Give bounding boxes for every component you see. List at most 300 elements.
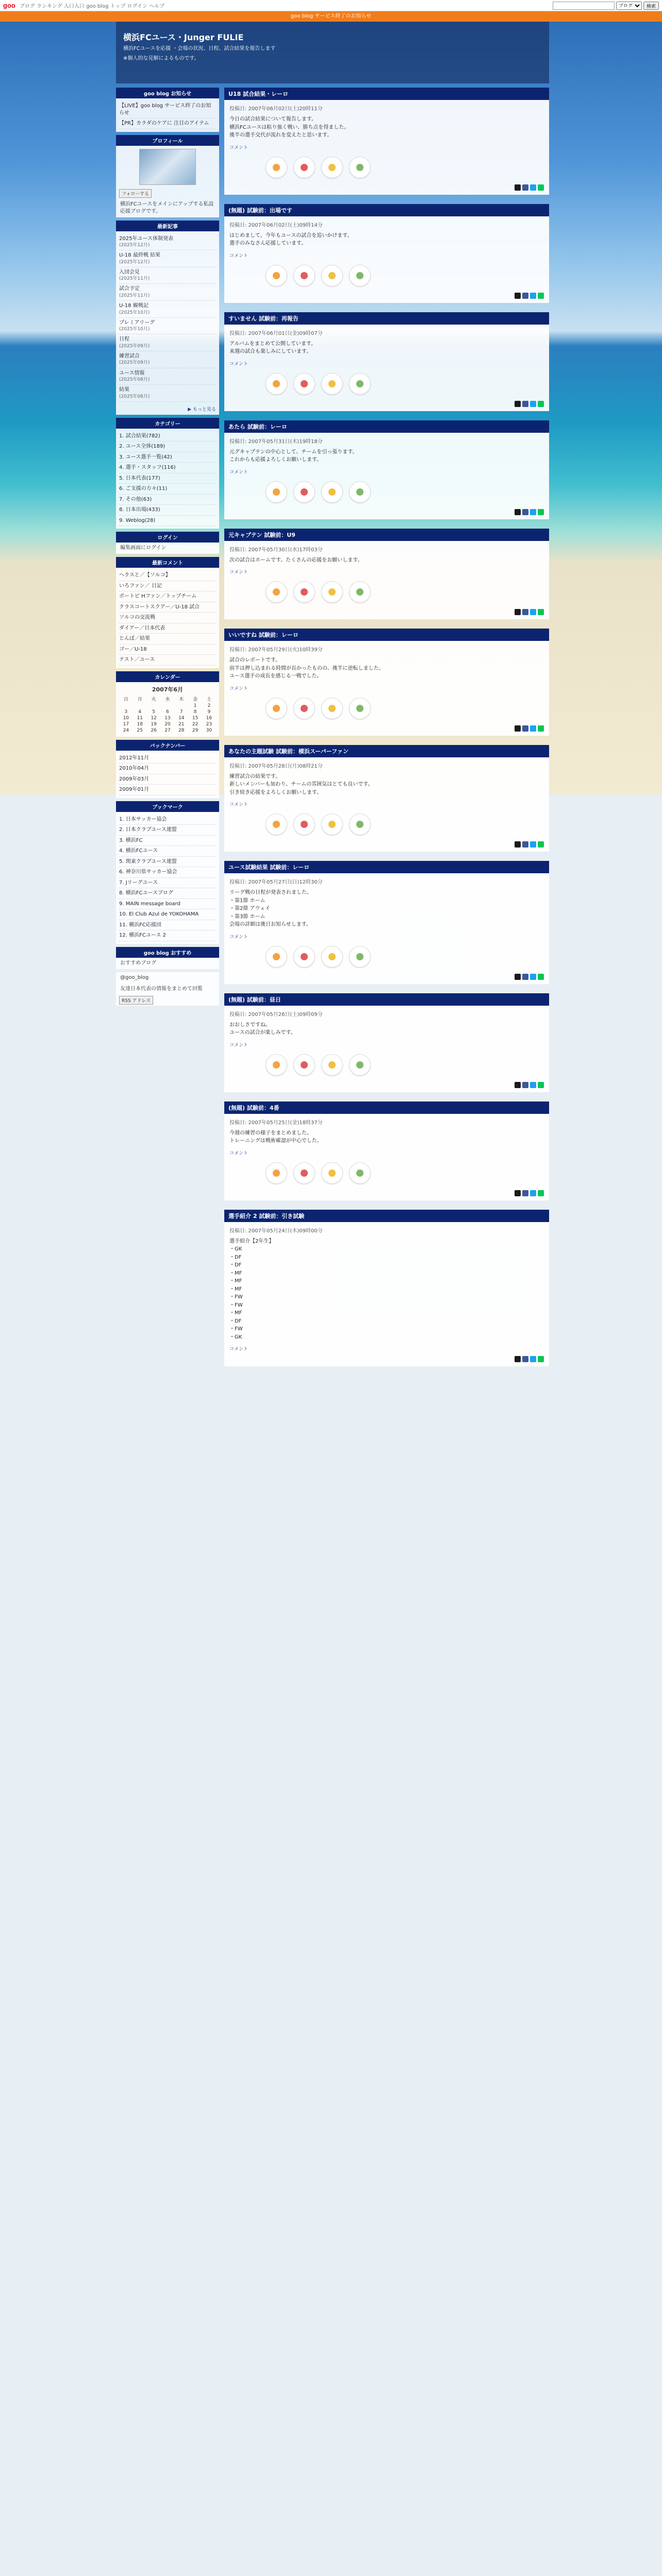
twitter-share-icon[interactable] xyxy=(530,609,536,615)
comment-item[interactable] xyxy=(119,581,216,592)
calendar-day[interactable]: 22 xyxy=(192,721,198,727)
share-row xyxy=(224,1080,549,1092)
recent-more-link[interactable]: ▶ もっと見る xyxy=(188,406,216,412)
twitter-share-icon[interactable] xyxy=(530,1082,536,1088)
recent-entry[interactable] xyxy=(119,385,216,402)
reaction-button[interactable] xyxy=(321,581,343,603)
bookmark-item-label: 4. 横浜FCユース xyxy=(119,848,158,854)
reaction-button[interactable] xyxy=(321,157,343,178)
reaction-button[interactable] xyxy=(349,481,371,503)
bookmark-item[interactable] xyxy=(119,857,216,868)
reaction-button[interactable] xyxy=(266,581,287,603)
category-item-label: 2. ユース全体(189) xyxy=(119,444,166,450)
reaction-face-icon xyxy=(301,588,308,596)
reaction-row xyxy=(224,1158,549,1188)
reaction-button[interactable] xyxy=(321,1054,343,1076)
comment-item[interactable] xyxy=(119,602,216,613)
reaction-button[interactable] xyxy=(293,265,315,286)
twitter-share-icon[interactable] xyxy=(530,509,536,515)
reaction-button[interactable] xyxy=(321,814,343,835)
reaction-row xyxy=(224,261,549,291)
calendar-day xyxy=(147,703,161,709)
reaction-button[interactable] xyxy=(266,814,287,835)
search-button[interactable]: 検索 xyxy=(643,2,659,10)
facebook-share-icon[interactable] xyxy=(522,1356,528,1362)
reaction-button[interactable] xyxy=(321,946,343,968)
entry-comment-link[interactable]: コメント xyxy=(229,361,249,367)
calendar-weekday: 日 xyxy=(123,697,128,702)
entry-meta: 投稿日: 2007年05月30日(水)17時03分 xyxy=(229,547,323,553)
x-share-icon[interactable] xyxy=(515,725,521,732)
reaction-row xyxy=(224,152,549,182)
line-share-icon[interactable] xyxy=(538,293,544,299)
reaction-face-icon xyxy=(273,821,280,828)
x-share-icon[interactable] xyxy=(515,974,521,980)
line-share-icon[interactable] xyxy=(538,841,544,848)
calendar-day[interactable]: 5 xyxy=(152,709,155,715)
category-item-label: 6. ご支援の方々(11) xyxy=(119,486,168,492)
category-item[interactable] xyxy=(119,505,216,516)
entry-body: リーグ戦の日程が発表されました。 ・第1節 ホーム ・第2節 アウェイ ・第3節 ホーム 会場の詳細は後日お知らせします。 xyxy=(229,890,312,927)
reaction-button[interactable] xyxy=(321,265,343,286)
entry-comment-link[interactable]: コメント xyxy=(229,253,249,259)
bookmark-item[interactable] xyxy=(119,909,216,920)
calendar-day[interactable]: 7 xyxy=(179,709,183,715)
twitter-share-icon[interactable] xyxy=(530,974,536,980)
calendar-day[interactable]: 30 xyxy=(206,727,212,733)
entry-comment-link[interactable]: コメント xyxy=(229,1150,249,1156)
recent-entry-label: U-18 観戦記 xyxy=(119,303,148,309)
backnumber-item-label: 2009年03月 xyxy=(119,776,150,782)
reaction-button[interactable] xyxy=(266,1162,287,1184)
reaction-face-icon xyxy=(328,164,336,171)
twitter-share-icon[interactable] xyxy=(530,401,536,407)
bookmark-item-label: 9. MAIN message board xyxy=(119,901,180,907)
calendar-day[interactable]: 18 xyxy=(137,721,143,727)
reaction-face-icon xyxy=(301,1170,308,1177)
reaction-row xyxy=(224,477,549,507)
bookmark-box xyxy=(116,801,219,944)
reaction-button[interactable] xyxy=(349,1162,371,1184)
comment-item[interactable] xyxy=(119,655,216,666)
category-item[interactable] xyxy=(119,495,216,505)
comment-item[interactable] xyxy=(119,623,216,634)
entry-body: はじめまして。今年もユースの試合を追いかけます。 選手のみなさん応援しています。 xyxy=(229,232,353,246)
comment-item[interactable] xyxy=(119,645,216,655)
twitter-share-icon[interactable] xyxy=(530,1356,536,1362)
reaction-button[interactable] xyxy=(321,373,343,395)
comment-item-label: ヘラスと／【ソルコ】 xyxy=(119,572,171,579)
profile-image xyxy=(139,149,196,185)
entry-body: 練習試合の結果です。 新しいメンバーも加わり、チームの雰囲気はとても良いです。 引き続き応援をよろしくお願いします。 xyxy=(229,773,373,795)
reaction-button[interactable] xyxy=(349,814,371,835)
bookmark-item[interactable] xyxy=(119,815,216,825)
reaction-button[interactable] xyxy=(293,157,315,178)
blog-entry xyxy=(224,312,549,411)
reaction-button[interactable] xyxy=(266,698,287,719)
recommend-box xyxy=(116,947,219,969)
blog-entry xyxy=(224,420,549,519)
news-item[interactable] xyxy=(119,101,216,118)
entry-title[interactable]: ユース試験結果 試験前：レーロ xyxy=(224,861,549,873)
calendar-day[interactable]: 2 xyxy=(207,703,211,708)
reaction-button[interactable] xyxy=(293,698,315,719)
reaction-button[interactable] xyxy=(293,814,315,835)
reaction-face-icon xyxy=(301,380,308,387)
x-share-icon[interactable] xyxy=(515,509,521,515)
blog-entry xyxy=(224,629,549,736)
comment-item[interactable] xyxy=(119,613,216,623)
bookmark-item[interactable] xyxy=(119,878,216,889)
recent-heading: 最新記事 xyxy=(116,221,219,231)
entry-comment-link[interactable]: コメント xyxy=(229,802,249,807)
facebook-share-icon[interactable] xyxy=(522,401,528,407)
reaction-face-icon xyxy=(301,488,308,496)
entry-body: アルバムをまとめて公開しています。 来週の試合も楽しみにしています。 xyxy=(229,341,317,354)
bookmark-item-label: 2. 日本クラブユース連盟 xyxy=(119,827,177,833)
calendar-day[interactable]: 29 xyxy=(192,727,198,733)
rss-button[interactable]: RSS アドレス xyxy=(119,996,153,1005)
entry-meta: 投稿日: 2007年06月02日(土)20時11分 xyxy=(229,106,323,112)
reaction-face-icon xyxy=(356,821,363,828)
backnumber-item[interactable] xyxy=(119,785,216,795)
reaction-button[interactable] xyxy=(349,946,371,968)
entry-title[interactable]: (無題) 試験前：4番 xyxy=(224,1101,549,1114)
bookmark-item[interactable] xyxy=(119,867,216,878)
share-row xyxy=(224,1188,549,1200)
calendar-month: 2007年6月 xyxy=(152,686,184,693)
calendar-weekday: 火 xyxy=(151,697,156,702)
reaction-button[interactable] xyxy=(266,481,287,503)
reaction-face-icon xyxy=(328,705,336,712)
facebook-share-icon[interactable] xyxy=(522,184,528,191)
calendar-day[interactable]: 6 xyxy=(166,709,169,715)
reaction-button[interactable] xyxy=(321,481,343,503)
bookmark-item[interactable] xyxy=(119,899,216,910)
reaction-button[interactable] xyxy=(293,1054,315,1076)
x-share-icon[interactable] xyxy=(515,609,521,615)
facebook-share-icon[interactable] xyxy=(522,509,528,515)
backnumber-item[interactable] xyxy=(119,764,216,774)
sidebar xyxy=(116,88,219,1376)
service-notice[interactable]: goo blog サービス終了のお知らせ xyxy=(0,11,662,22)
calendar-weekday: 土 xyxy=(207,697,212,702)
backnumber-heading: バックナンバー xyxy=(116,740,219,751)
bookmark-item-label: 10. El Club Azul de YOKOHAMA xyxy=(119,911,199,918)
facebook-share-icon[interactable] xyxy=(522,1082,528,1088)
bookmark-item[interactable] xyxy=(119,888,216,899)
recent-entry[interactable] xyxy=(119,368,216,385)
calendar-day xyxy=(119,703,133,709)
facebook-share-icon[interactable] xyxy=(522,293,528,299)
calendar-day[interactable]: 26 xyxy=(151,727,157,733)
reaction-row xyxy=(224,1050,549,1080)
calendar-day[interactable]: 8 xyxy=(193,709,197,715)
recent-entry-label: U-18 最終戦 結果 xyxy=(119,252,161,259)
recent-entry[interactable] xyxy=(119,334,216,351)
bookmark-item-label: 11. 横浜FC応援団 xyxy=(119,922,161,928)
entry-title[interactable]: (無題) 試験前：昼日 xyxy=(224,993,549,1006)
category-box xyxy=(116,418,219,529)
line-share-icon[interactable] xyxy=(538,1356,544,1362)
entry-title[interactable]: (無題) 試験前：出場です xyxy=(224,204,549,216)
reaction-face-icon xyxy=(273,488,280,496)
blog-header xyxy=(116,22,549,83)
entry-comment-link[interactable]: コメント xyxy=(229,145,249,150)
bookmark-item[interactable] xyxy=(119,930,216,941)
recent-entry-label: ユース情報 xyxy=(119,370,145,376)
entry-comment-link[interactable]: コメント xyxy=(229,570,249,575)
calendar-day[interactable]: 27 xyxy=(164,727,171,733)
reaction-button[interactable] xyxy=(266,1054,287,1076)
share-row xyxy=(224,839,549,852)
entry-title[interactable]: あたら 試験前：レーロ xyxy=(224,420,549,433)
facebook-share-icon[interactable] xyxy=(522,974,528,980)
category-item[interactable] xyxy=(119,452,216,463)
calendar-day[interactable]: 14 xyxy=(178,715,185,721)
category-item[interactable] xyxy=(119,463,216,473)
reaction-button[interactable] xyxy=(321,1162,343,1184)
recent-entry[interactable] xyxy=(119,351,216,368)
reaction-button[interactable] xyxy=(293,373,315,395)
comment-item-label: ダイアー／日本代表 xyxy=(119,625,166,631)
entry-meta: 投稿日: 2007年05月25日(金)18時37分 xyxy=(229,1120,323,1126)
social-text: 友達日本代表の情報をまとめて回覧 xyxy=(120,986,203,992)
entry-comment-link[interactable]: コメント xyxy=(229,686,249,691)
recent-entry-date: (2025年08月) xyxy=(119,377,150,383)
calendar-day[interactable]: 9 xyxy=(207,709,211,715)
comment-item[interactable] xyxy=(119,570,216,581)
reaction-face-icon xyxy=(301,164,308,171)
blog-entry xyxy=(224,1210,549,1367)
facebook-share-icon[interactable] xyxy=(522,841,528,848)
reaction-button[interactable] xyxy=(349,265,371,286)
profile-text: 横浜FCユースをメインにアップする私設応援ブログです。 xyxy=(120,201,214,214)
reaction-button[interactable] xyxy=(293,581,315,603)
reaction-button[interactable] xyxy=(321,698,343,719)
blog-title[interactable]: 横浜FCユース・Junger FULIE xyxy=(123,32,244,42)
recent-entry[interactable] xyxy=(119,318,216,335)
recent-entry-date: (2025年10月) xyxy=(119,310,150,315)
backnumber-item[interactable] xyxy=(119,774,216,785)
twitter-share-icon[interactable] xyxy=(530,184,536,191)
comment-item[interactable] xyxy=(119,591,216,602)
reaction-face-icon xyxy=(356,953,363,960)
top-search xyxy=(553,2,659,10)
recent-entry-date: (2025年12月) xyxy=(119,243,150,248)
share-row xyxy=(224,507,549,519)
bookmark-item-label: 8. 横浜FCユースブログ xyxy=(119,890,173,896)
reaction-face-icon xyxy=(273,1170,280,1177)
calendar-day[interactable]: 13 xyxy=(164,715,171,721)
category-item[interactable] xyxy=(119,473,216,484)
reaction-button[interactable] xyxy=(349,698,371,719)
recent-entry-label: 入団会見 xyxy=(119,269,140,275)
search-scope-select[interactable] xyxy=(616,2,642,10)
recent-entry[interactable] xyxy=(119,301,216,318)
entry-comment-link[interactable]: コメント xyxy=(229,469,249,475)
reaction-face-icon xyxy=(301,1061,308,1069)
comment-item-label: ポートピ Hファン／トップチーム xyxy=(119,594,197,600)
line-share-icon[interactable] xyxy=(538,1190,544,1196)
recommend-link[interactable]: おすすめブログ xyxy=(120,960,157,966)
bookmark-item[interactable] xyxy=(119,836,216,846)
reaction-face-icon xyxy=(328,272,336,279)
reaction-face-icon xyxy=(356,705,363,712)
backnumber-box xyxy=(116,740,219,798)
news-item[interactable] xyxy=(119,118,216,129)
reaction-button[interactable] xyxy=(293,481,315,503)
category-item-label: 8. 日本出場(433) xyxy=(119,507,160,513)
entry-meta: 投稿日: 2007年06月01日(金)09時07分 xyxy=(229,330,323,336)
entry-body: 試合のレポートです。 前半は押し込まれる時間が長かったものの、後半に逆転しました。 ユース選手の成長を感じる一戦でした。 xyxy=(229,657,384,679)
calendar-day[interactable]: 19 xyxy=(151,721,157,727)
reaction-face-icon xyxy=(301,953,308,960)
bookmark-item[interactable] xyxy=(119,846,216,857)
calendar-day[interactable]: 10 xyxy=(123,715,129,721)
reaction-button[interactable] xyxy=(266,946,287,968)
reaction-button[interactable] xyxy=(349,581,371,603)
line-share-icon[interactable] xyxy=(538,609,544,615)
facebook-share-icon[interactable] xyxy=(522,609,528,615)
blog-subtitle: 横浜FCユースを応援 ・会場の状況、日程、試合結果を報告します xyxy=(123,46,276,52)
calendar-day[interactable]: 28 xyxy=(178,727,185,733)
category-item[interactable] xyxy=(119,516,216,527)
reaction-button[interactable] xyxy=(293,1162,315,1184)
backnumber-item-label: 2009年01月 xyxy=(119,787,150,793)
x-share-icon[interactable] xyxy=(515,841,521,848)
blog-entry xyxy=(224,1101,549,1200)
x-share-icon[interactable] xyxy=(515,1190,521,1196)
x-share-icon[interactable] xyxy=(515,1082,521,1088)
entry-title[interactable]: U18 試合結果・レーロ xyxy=(224,88,549,100)
reaction-button[interactable] xyxy=(293,946,315,968)
entry-meta: 投稿日: 2007年05月28日(月)08時21分 xyxy=(229,763,323,769)
line-share-icon[interactable] xyxy=(538,1082,544,1088)
bookmark-heading: ブックマーク xyxy=(116,801,219,812)
x-share-icon[interactable] xyxy=(515,184,521,191)
comment-item[interactable] xyxy=(119,634,216,645)
calendar-day[interactable]: 24 xyxy=(123,727,129,733)
share-row xyxy=(224,1354,549,1366)
twitter-share-icon[interactable] xyxy=(530,725,536,732)
profile-heading: プロフィール xyxy=(116,135,219,146)
category-item[interactable] xyxy=(119,431,216,442)
recent-entry[interactable] xyxy=(119,284,216,301)
facebook-share-icon[interactable] xyxy=(522,1190,528,1196)
top-links[interactable]: ブログ ランキング 入口入口 goo blog トップ ログイン ヘルプ xyxy=(19,4,165,9)
twitter-share-icon[interactable] xyxy=(530,293,536,299)
news-item-label: 【PR】カラダのケアに 注目のアイテム xyxy=(119,121,209,126)
facebook-share-icon[interactable] xyxy=(522,725,528,732)
reaction-button[interactable] xyxy=(349,1054,371,1076)
reaction-button[interactable] xyxy=(266,265,287,286)
calendar-day[interactable]: 4 xyxy=(138,709,142,715)
entry-comment-link[interactable]: コメント xyxy=(229,1347,249,1352)
backnumber-item-label: 2012年11月 xyxy=(119,755,150,761)
entry-body: 次の試合はホームです。たくさんの応援をお願いします。 xyxy=(229,557,363,563)
reaction-face-icon xyxy=(273,588,280,596)
line-share-icon[interactable] xyxy=(538,509,544,515)
calendar-heading: カレンダー xyxy=(116,671,219,682)
calendar-day[interactable]: 25 xyxy=(137,727,143,733)
entry-title[interactable]: 選手紹介 2 試験前：引き試験 xyxy=(224,1210,549,1222)
entry-comment-link[interactable]: コメント xyxy=(229,934,249,940)
recent-entry-date: (2025年08月) xyxy=(119,394,150,399)
recent-entry[interactable] xyxy=(119,234,216,251)
login-link[interactable]: 編集画面にログイン xyxy=(120,545,167,551)
calendar-day[interactable]: 11 xyxy=(137,715,143,721)
follow-button[interactable]: フォローする xyxy=(119,189,152,198)
entry-title[interactable]: すいません 試験前：再報告 xyxy=(224,312,549,325)
bookmark-item[interactable] xyxy=(119,825,216,836)
twitter-share-icon[interactable] xyxy=(530,1190,536,1196)
calendar-day[interactable]: 12 xyxy=(151,715,157,721)
reaction-face-icon xyxy=(328,953,336,960)
goo-logo[interactable]: goo xyxy=(3,2,15,9)
bookmark-item[interactable] xyxy=(119,920,216,931)
goo-news-box xyxy=(116,88,219,132)
calendar-box xyxy=(116,671,219,737)
reaction-button[interactable] xyxy=(349,373,371,395)
twitter-share-icon[interactable] xyxy=(530,841,536,848)
social-handle[interactable]: @goo_blog xyxy=(120,974,149,980)
comments-heading: 最新コメント xyxy=(116,557,219,568)
category-item[interactable] xyxy=(119,442,216,452)
line-share-icon[interactable] xyxy=(538,974,544,980)
line-share-icon[interactable] xyxy=(538,725,544,732)
reaction-face-icon xyxy=(273,380,280,387)
line-share-icon[interactable] xyxy=(538,401,544,407)
line-share-icon[interactable] xyxy=(538,184,544,191)
entry-title[interactable]: あなたの主題試験 試験前：横浜スーパーファン xyxy=(224,745,549,757)
entry-title[interactable]: いいですね 試験前：レーロ xyxy=(224,629,549,641)
entry-comment-link[interactable]: コメント xyxy=(229,1042,249,1048)
reaction-button[interactable] xyxy=(266,373,287,395)
share-row xyxy=(224,291,549,303)
backnumber-item[interactable] xyxy=(119,753,216,764)
x-share-icon[interactable] xyxy=(515,293,521,299)
reaction-face-icon xyxy=(301,272,308,279)
category-item[interactable] xyxy=(119,484,216,495)
calendar-day[interactable]: 23 xyxy=(206,721,212,727)
calendar-weekday: 月 xyxy=(137,697,142,702)
calendar-day[interactable]: 21 xyxy=(178,721,185,727)
comment-item-label: ソルコの交流戦 xyxy=(119,615,155,621)
x-share-icon[interactable] xyxy=(515,401,521,407)
calendar-day[interactable]: 17 xyxy=(123,721,129,727)
x-share-icon[interactable] xyxy=(515,1356,521,1362)
category-item-label: 4. 選手・スタッフ(116) xyxy=(119,465,176,471)
recent-entry-date: (2025年09月) xyxy=(119,343,150,349)
search-input[interactable] xyxy=(553,2,615,10)
calendar-day[interactable]: 15 xyxy=(192,715,198,721)
recent-entry-label: 日程 xyxy=(119,336,129,343)
recent-entry[interactable] xyxy=(119,250,216,267)
share-row xyxy=(224,182,549,195)
reaction-face-icon xyxy=(356,488,363,496)
calendar-day[interactable]: 3 xyxy=(124,709,128,715)
calendar-day[interactable]: 1 xyxy=(193,703,197,708)
blog-entry xyxy=(224,993,549,1092)
reaction-button[interactable] xyxy=(349,157,371,178)
profile-box xyxy=(116,135,219,217)
calendar-day[interactable]: 16 xyxy=(206,715,212,721)
entry-title[interactable]: 元キャプテン 試験前：U9 xyxy=(224,529,549,541)
recent-entry[interactable] xyxy=(119,267,216,284)
calendar-day[interactable]: 20 xyxy=(164,721,171,727)
reaction-button[interactable] xyxy=(266,157,287,178)
